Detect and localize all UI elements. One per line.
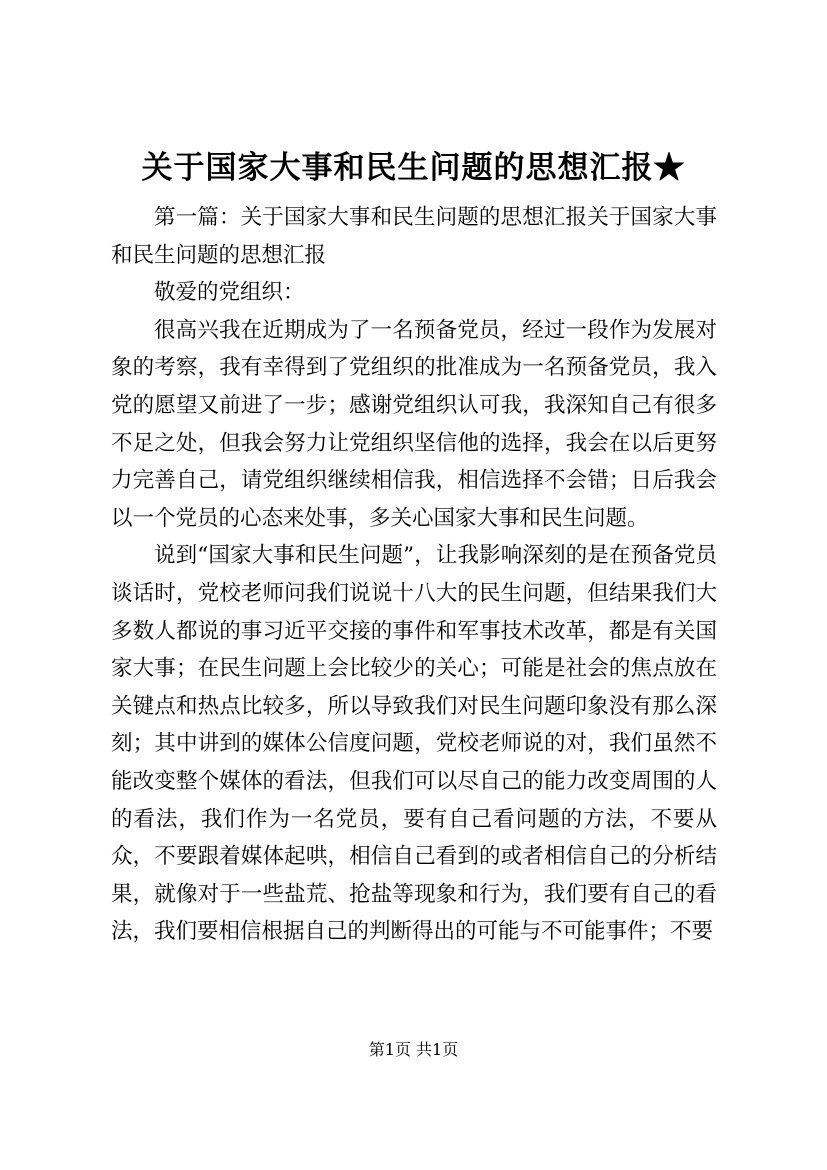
document-body (111, 199, 717, 951)
paragraph-1: 很高兴我在近期成为了一名预备党员，经过一段作为发展对象的考察，我有幸得到了党组织的批准成为一名预备党员，我入党的愿望又前进了一步；感谢党组织认可我，我深知自己有很多不足之处，但我会努力让党组织坚信他的选择，我会在以后更努力完善自己，请党组织继续相信我，相信选择不会错；日后我会以一个党员的心态来处事，多关心国家大事和民生问题。 (111, 317, 717, 531)
paragraph-heading: 第一篇：关于国家大事和民生问题的思想汇报关于国家大事和民生问题的思想汇报 (111, 205, 717, 268)
paragraph-salutation: 敬爱的党组织： (154, 280, 305, 306)
page-footer: 第1页 共1页 (368, 1040, 459, 1059)
document-title: 关于国家大事和民生问题的思想汇报★ (141, 150, 686, 186)
paragraph-2: 说到“国家大事和民生问题”，让我影响深刻的是在预备党员谈话时，党校老师问我们说说十八大的民生问题，但结果我们大多数人都说的事习近平交接的事件和军事技术改革，都是有关国家大事；在民生问题上会比较少的关心；可能是社会的焦点放在关键点和热点比较多，所以导致我们对民生问题印象没有那么深刻；其中讲到的媒体公信度问题，党校老师说的对，我们虽然不能改变整个媒体的看法，但我们可以尽自己的能力改变周围的人的看法，我们作为一名党员，要有自己看问题的方法，不要从众，不要跟着媒体起哄，相信自己看到的或者相信自己的分析结果，就像对于一些盐荒、抢盐等现象和行为，我们要有自己的看法，我们要相信根据自己的判断得出的可能与不可能事件；不要 (111, 543, 717, 945)
